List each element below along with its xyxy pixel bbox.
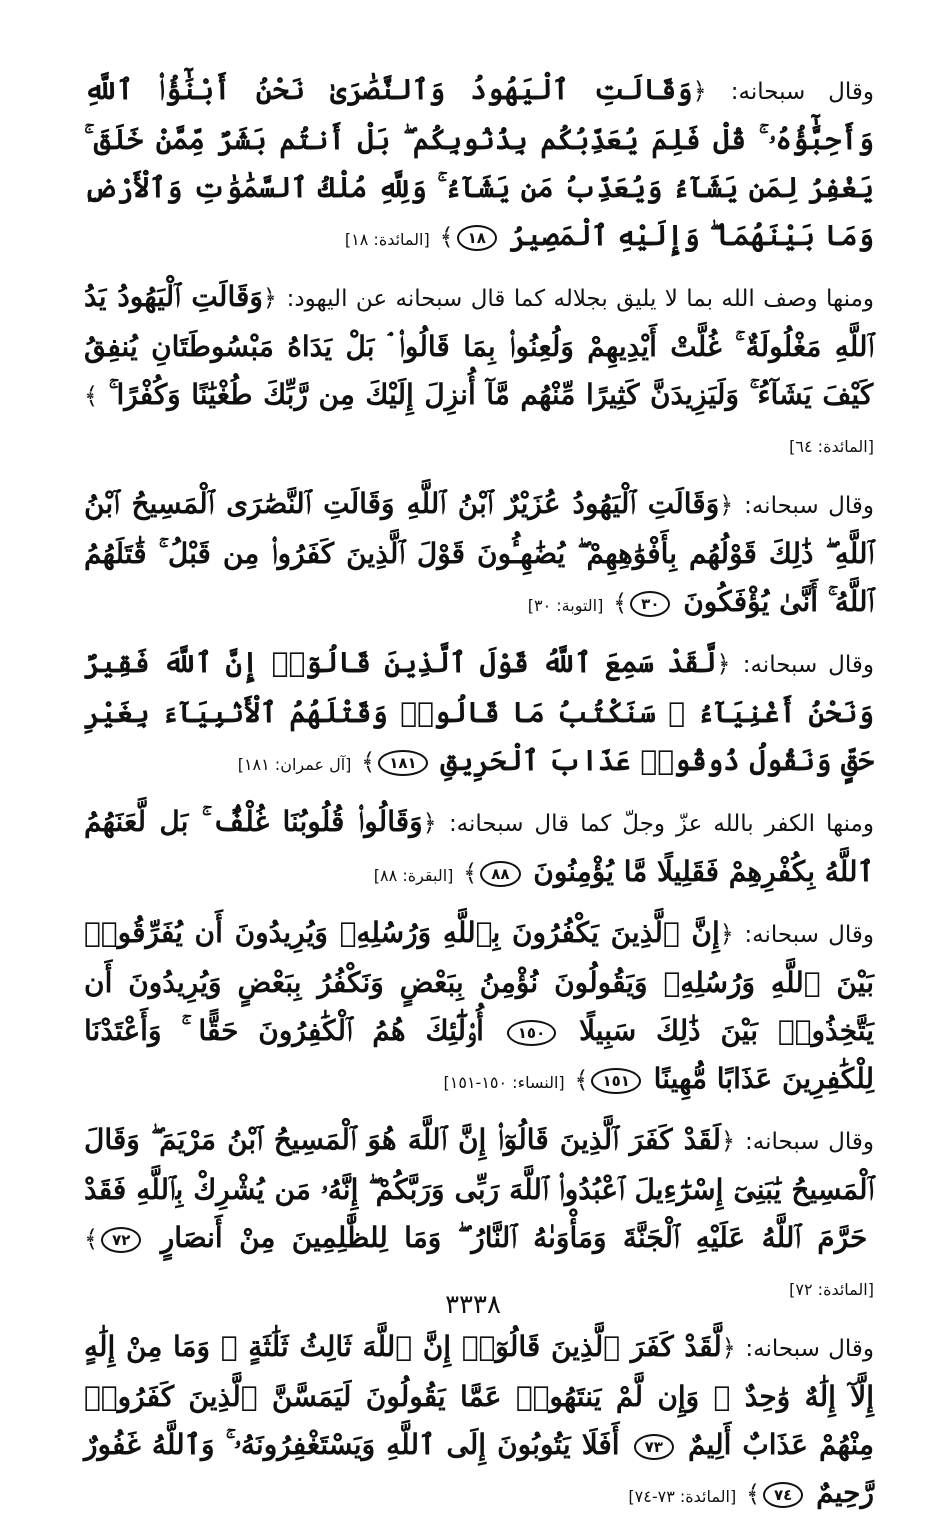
paragraph-1 — [84, 66, 874, 263]
citation: [المائدة: ٧٣-٧٤] — [628, 1487, 737, 1506]
citation: [المائدة: ٧٢] — [789, 1280, 874, 1299]
verse-text: وَقَالَتِ ٱلْيَهُودُ يَدُ ٱللَّهِ مَغْلُولَةٌ ۚ غُلَّتْ أَيْدِيهِمْ وَلُعِنُوا۟ بِمَا قَالُوا۟ ۘ بَلْ يَدَاهُ مَبْسُوطَتَانِ يُنفِقُ كَيْفَ يَشَآءُ ۚ وَلَيَزِيدَنَّ كَثِيرًا مِّنْهُم مَّآ أُنزِلَ إِلَيْكَ مِن رَّبِّكَ طُغْيَٰنًا وَكُفْرًا ۚ — [84, 280, 874, 411]
open-ornament: ﴿ — [721, 1334, 736, 1362]
verse-number-marker: ٨٨ — [480, 861, 520, 887]
citation: [التوبة: ٣٠] — [527, 596, 604, 615]
open-ornament: ﴿ — [719, 920, 734, 948]
intro-text: وقال سبحانه: — [744, 1129, 874, 1155]
close-ornament: ﴾ — [84, 382, 99, 410]
citation: [النساء: ١٥٠-١٥١] — [443, 1073, 565, 1092]
open-ornament: ﴿ — [262, 284, 277, 312]
verse-number-marker: ٣٠ — [630, 591, 670, 617]
close-ornament: ﴾ — [84, 1225, 99, 1253]
verse-text: لَّقَدْ سَمِعَ ٱللَّهُ قَوْلَ ٱلَّذِينَ قَالُوٓا۟ إِنَّ ٱللَّهَ فَقِيرٌ وَنَحْنُ أَغْنِيَآءُ ۘ سَنَكْتُبُ مَا قَالُوا۟ وَقَتْلَهُمُ ٱلْأَنۢبِيَآءَ بِغَيْرِ حَقٍّ وَنَقُولُ ذُوقُوا۟ عَذَابَ ٱلْحَرِيقِ — [84, 646, 874, 777]
close-ornament: ﴾ — [361, 748, 376, 776]
paragraph-7 — [84, 1116, 874, 1313]
close-ornament: ﴾ — [745, 1480, 761, 1508]
verse-number-marker: ٧٢ — [101, 1227, 141, 1253]
verse-number-marker: ٧٣ — [634, 1434, 674, 1460]
paragraph-2 — [84, 273, 874, 470]
verse-text: لَّقَدْ كَفَرَ ٱلَّذِينَ قَالُوٓا۟ إِنَّ ٱللَّهَ ثَالِثُ ثَلَٰثَةٍ ۘ وَمَا مِنْ إِلَٰهٍ إِلَّآ إِلَٰهٌ وَٰحِدٌ ۚ وَإِن لَّمْ يَنتَهُوا۟ عَمَّا يَقُولُونَ لَيَمَسَّنَّ ٱلَّذِينَ كَفَرُوا۟ مِنْهُمْ عَذَابٌ أَلِيمٌ — [84, 1330, 875, 1461]
intro-text: وقال سبحانه: — [730, 79, 874, 105]
paragraph-4 — [84, 639, 874, 788]
open-ornament: ﴿ — [716, 650, 731, 678]
verse-number-marker: ٧٤ — [763, 1482, 803, 1508]
intro-text: ومنها وصف الله بما لا يليق بجلاله كما قال سبحانه عن اليهود: — [286, 286, 874, 312]
verse-text: وَقَالَتِ ٱلْيَهُودُ وَٱلنَّصَٰرَىٰ نَحْنُ أَبْنَٰٓؤُا۟ ٱللَّهِ وَأَحِبَّٰٓؤُهُۥ ۚ قُلْ فَلِمَ يُعَذِّبُكُم بِذُنُوبِكُم ۖ بَلْ أَنتُم بَشَرٌ مِّمَّنْ خَلَقَ ۚ يَغْفِرُ لِمَن يَشَآءُ وَيُعَذِّبُ مَن يَشَآءُ ۚ وَلِلَّهِ مُلْكُ ٱلسَّمَٰوَٰتِ وَٱلْأَرْضِ وَمَا بَيْنَهُمَا ۖ وَإِلَيْهِ ٱلْمَصِيرُ — [84, 73, 874, 252]
intro-text: وقال سبحانه: — [745, 1336, 874, 1362]
verse-number-marker: ١٨١ — [378, 750, 427, 776]
citation: [المائدة: ٦٤] — [789, 437, 874, 456]
open-ornament: ﴿ — [719, 491, 734, 519]
close-ornament: ﴾ — [463, 859, 478, 887]
paragraph-6 — [84, 909, 874, 1106]
close-ornament: ﴾ — [439, 223, 454, 251]
open-ornament: ﴿ — [721, 1127, 736, 1155]
verse-text: إِنَّ ٱلَّذِينَ يَكْفُرُونَ بِٱللَّهِ وَرُسُلِهِۦ وَيُرِيدُونَ أَن يُفَرِّقُوا۟ بَيْنَ ٱللَّهِ وَرُسُلِهِۦ وَيَقُولُونَ نُؤْمِنُ بِبَعْضٍ وَنَكْفُرُ بِبَعْضٍ وَيُرِيدُونَ أَن يَتَّخِذُوا۟ بَيْنَ ذَٰلِكَ سَبِيلًا — [84, 916, 875, 1047]
verse-text: وَقَالُوا۟ قُلُوبُنَا غُلْفٌۢ ۚ بَل لَّعَنَهُمُ ٱللَّهُ بِكُفْرِهِمْ فَقَلِيلًا مَّا يُؤْمِنُونَ — [84, 805, 874, 888]
close-ornament: ﴾ — [613, 589, 628, 617]
verse-number-marker: ١٥٠ — [507, 1020, 556, 1046]
verse-text: وَقَالَتِ ٱلْيَهُودُ عُزَيْرٌ ٱبْنُ ٱللَّهِ وَقَالَتِ ٱلنَّصَٰرَى ٱلْمَسِيحُ ٱبْنُ ٱللَّهِ ۖ ذَٰلِكَ قَوْلُهُم بِأَفْوَٰهِهِمْ ۖ يُضَٰهِـُٔونَ قَوْلَ ٱلَّذِينَ كَفَرُوا۟ مِن قَبْلُ ۚ قَٰتَلَهُمُ ٱللَّهُ ۚ أَنَّىٰ يُؤْفَكُونَ — [84, 487, 874, 618]
paragraph-5 — [84, 798, 874, 899]
close-ornament: ﴾ — [574, 1066, 589, 1094]
intro-text: وقال سبحانه: — [744, 922, 874, 948]
citation: [البقرة: ٨٨] — [373, 866, 454, 885]
verse-text: لَقَدْ كَفَرَ ٱلَّذِينَ قَالُوٓا۟ إِنَّ ٱللَّهَ هُوَ ٱلْمَسِيحُ ٱبْنُ مَرْيَمَ ۖ وَقَالَ ٱلْمَسِيحُ يَٰبَنِىٓ إِسْرَٰٓءِيلَ ٱعْبُدُوا۟ ٱللَّهَ رَبِّى وَرَبَّكُمْ ۖ إِنَّهُۥ مَن يُشْرِكْ بِٱللَّهِ فَقَدْ حَرَّمَ ٱللَّهُ عَلَيْهِ ٱلْجَنَّةَ وَمَأْوَىٰهُ ٱلنَّارُ ۖ وَمَا لِلظَّٰلِمِينَ مِنْ أَنصَارٍ — [84, 1123, 874, 1254]
open-ornament: ﴿ — [422, 809, 437, 837]
open-ornament: ﴿ — [692, 77, 707, 105]
page-number: ٣٣٣٨ — [445, 1290, 501, 1320]
verse-text-continued: أُو۟لَٰٓئِكَ هُمُ ٱلْكَٰفِرُونَ حَقًّا ۚ وَأَعْتَدْنَا لِلْكَٰفِرِينَ عَذَابًا مُّهِينًا — [84, 1014, 874, 1095]
citation: [المائدة: ١٨] — [344, 230, 430, 249]
intro-text: وقال سبحانه: — [744, 493, 874, 519]
verse-text-continued: أَفَلَا يَتُوبُونَ إِلَى ٱللَّهِ وَيَسْتَغْفِرُونَهُۥ ۚ وَٱللَّهُ غَفُورٌ رَّحِيمٌ — [84, 1428, 874, 1509]
intro-text: وقال سبحانه: — [742, 652, 874, 678]
verse-number-marker: ١٨ — [457, 225, 497, 251]
paragraph-3 — [84, 480, 874, 629]
paragraph-8 — [84, 1323, 874, 1520]
citation: [آل عمران: ١٨١] — [237, 755, 352, 774]
verse-number-marker: ١٥١ — [591, 1068, 640, 1094]
intro-text: ومنها الكفر بالله عزّ وجلّ كما قال سبحانه: — [448, 811, 874, 837]
